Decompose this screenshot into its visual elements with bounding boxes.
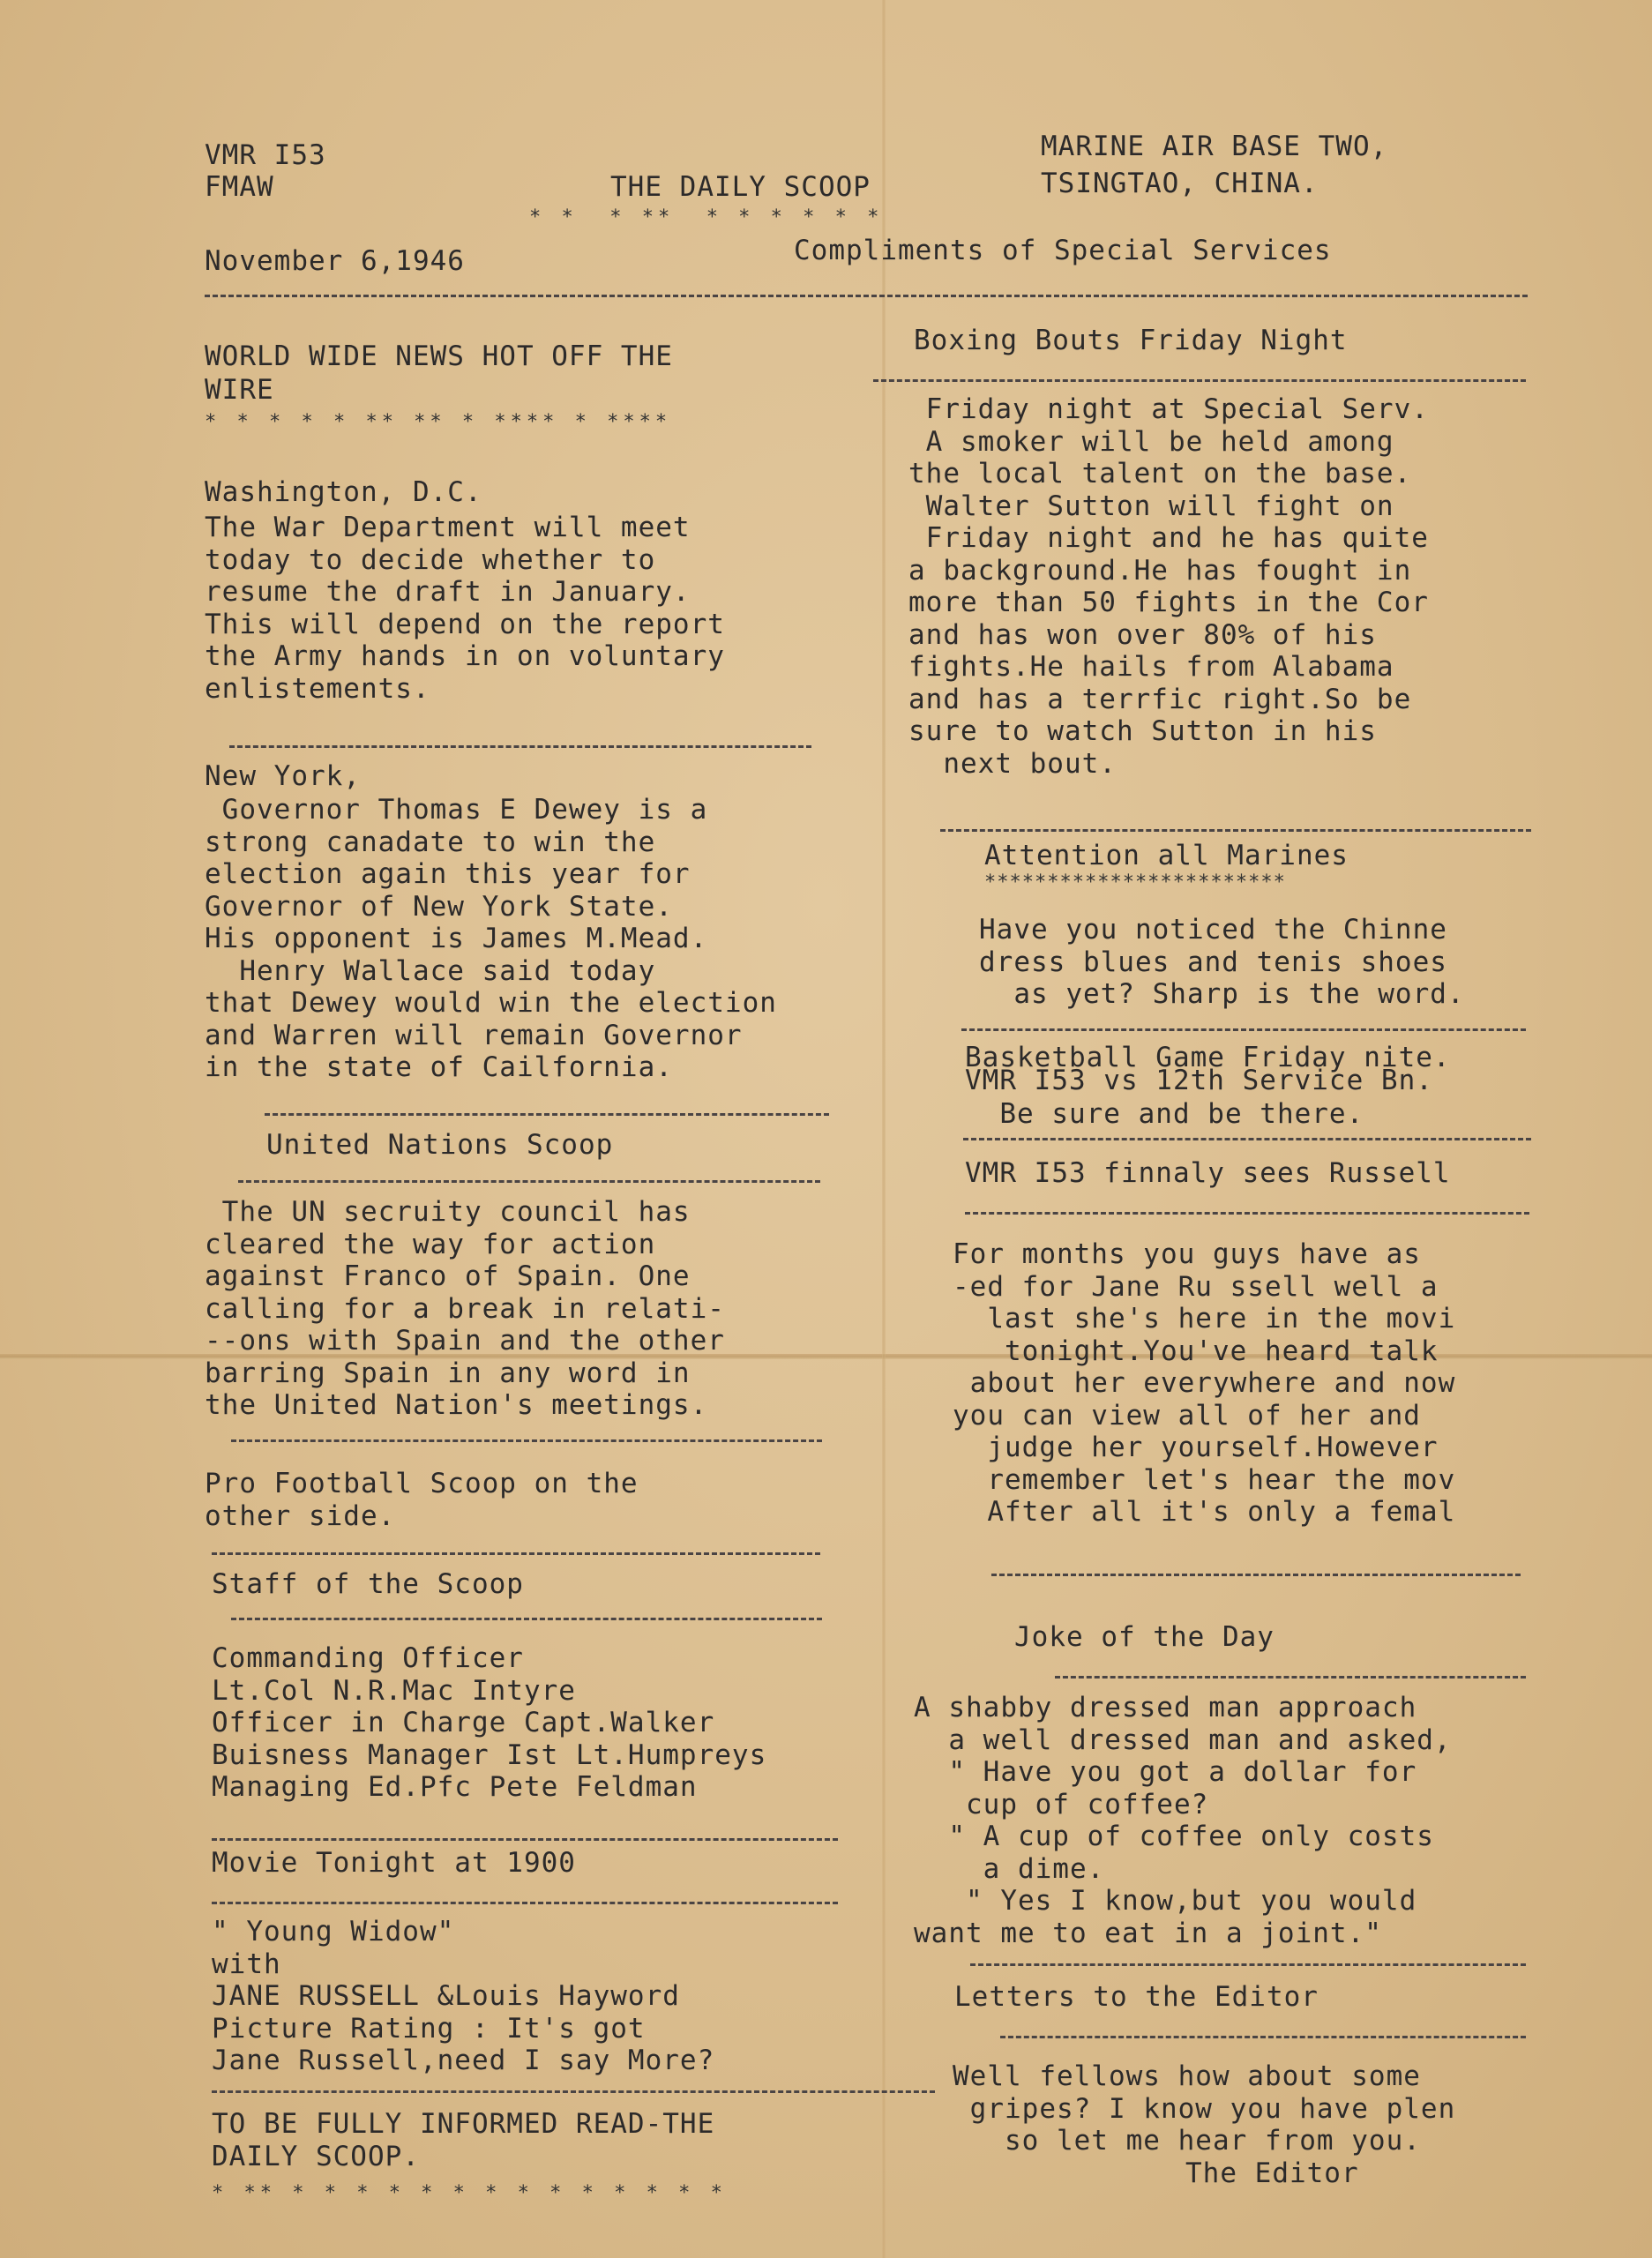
section-divider [1000,2036,1526,2038]
story-line: judge her yourself.However [953,1432,1439,1463]
story-line: strong canadate to win the [205,826,656,858]
story-line: Friday night and he has quite [908,522,1429,554]
story-line: next bout. [908,747,1117,780]
staff-line: Buisness Manager Ist Lt.Humpreys [212,1738,767,1771]
story-line: For months you guys have as [953,1238,1421,1270]
story-line: Pro Football Scoop on the [205,1468,639,1499]
story-line: His opponent is James M.Mead. [205,923,708,954]
unit-line1: VMR I53 [205,139,326,171]
story-line: want me to eat in a joint." [914,1917,1382,1949]
story-line: that Dewey would win the election [205,987,777,1019]
story-line: election again this year for [205,858,691,890]
story-line: last she's here in the movi [953,1303,1456,1335]
section-divider [212,1902,838,1904]
story-line: the local talent on the base. [908,458,1412,490]
masthead-divider [205,295,1528,297]
joke-story [914,1692,1452,1949]
russell-story [953,1238,1455,1529]
attention-stars: ************************ [984,871,1286,893]
newyork-dateline: New York, [205,760,361,792]
issue-date: November 6,1946 [205,245,465,277]
compliments-line: Compliments of Special Services [794,235,1332,266]
story-line: dress blues and tenis shoes [979,946,1447,978]
section-divider [212,1552,820,1555]
story-line: barring Spain in any word in [205,1357,691,1389]
world-news-heading-2: WIRE [205,374,274,406]
story-line: more than 50 fights in the Cor [908,587,1429,618]
story-line: and Warren will remain Governor [205,1019,743,1051]
staff-heading: Staff of the Scoop [212,1568,524,1600]
staff-line: Commanding Officer [212,1642,524,1674]
russell-heading: VMR I53 finnaly sees Russell [965,1157,1451,1189]
story-line: VMR I53 vs 12th Service Bn. [965,1065,1433,1096]
story-line: The UN secruity council has [205,1196,691,1228]
story-line: a dime. [914,1852,1105,1885]
story-line: as yet? Sharp is the word. [979,978,1465,1010]
story-line: fights.He hails from Alabama [908,651,1394,683]
section-divider [231,1618,822,1620]
section-divider [873,379,1526,382]
closing-line: TO BE FULLY INFORMED READ-THE [212,2108,715,2140]
story-line: gripes? I know you have plen [953,2092,1456,2125]
story-line: Have you noticed the Chinne [979,914,1447,946]
story-line: the United Nation's meetings. [205,1389,708,1421]
letters-heading: Letters to the Editor [954,1981,1319,2013]
un-story [205,1196,725,1422]
story-line: and has won over 80% of his [908,618,1377,651]
movie-details [212,1916,714,2077]
staff-list [212,1642,766,1804]
story-line: the Army hands in on voluntary [205,640,725,672]
closing-stars: * ** * * * * * * * * * * * * * * [212,2182,727,2204]
story-line: other side. [205,1499,396,1532]
boxing-heading: Boxing Bouts Friday Night [914,325,1348,356]
section-divider [212,2090,935,2093]
football-note [205,1468,639,1532]
story-line: Henry Wallace said today [205,954,656,987]
story-line: so let me hear from you. [953,2125,1421,2157]
section-divider [970,1963,1526,1966]
world-news-stars: * * * * * ** ** * **** * **** [205,411,672,433]
story-line: and has a terrfic right.So be [908,683,1412,715]
section-divider [963,1138,1531,1140]
movie-line: " Young Widow" [212,1916,455,1948]
closing-note [212,2108,714,2172]
movie-line: Picture Rating : It's got [212,2012,646,2045]
section-divider [231,1439,822,1442]
boxing-story [908,393,1429,780]
story-line: against Franco of Spain. One [205,1260,691,1292]
location-line1: MARINE AIR BASE TWO, [1041,131,1388,162]
movie-line: Jane Russell,need I say More? [212,2045,715,2076]
world-news-heading: WORLD WIDE NEWS HOT OFF THE [205,340,673,372]
letters-signature: The Editor [1185,2157,1359,2189]
story-line: The War Department will meet [205,512,691,543]
movie-heading: Movie Tonight at 1900 [212,1847,576,1879]
story-line: Well fellows how about some [953,2060,1421,2092]
story-line: cleared the way for action [205,1228,656,1260]
basketball-note [965,1042,1451,1130]
story-line: " Have you got a dollar for [914,1756,1417,1788]
story-line: A smoker will be held among [908,425,1394,458]
story-line: Walter Sutton will fight on [908,490,1394,522]
story-line: you can view all of her and [953,1399,1421,1432]
story-line: " A cup of coffee only costs [914,1821,1434,1852]
washington-story [205,512,725,705]
story-line: a well dressed man and asked, [914,1723,1452,1756]
staff-line: Managing Ed.Pfc Pete Feldman [212,1771,698,1803]
attention-heading: Attention all Marines [984,840,1349,871]
staff-line: Lt.Col N.R.Mac Intyre [212,1674,576,1707]
un-heading: United Nations Scoop [266,1129,614,1161]
location-line2: TSINGTAO, CHINA. [1041,168,1319,199]
story-line: --ons with Spain and the other [205,1325,725,1357]
story-line: sure to watch Sutton in his [908,715,1377,747]
movie-line: with [212,1948,281,1980]
story-line: about her everywhere and now [953,1367,1456,1399]
section-divider [1055,1676,1526,1679]
story-line: cup of coffee? [914,1788,1209,1821]
story-line: today to decide whether to [205,543,656,576]
story-line: calling for a break in relati- [205,1292,725,1325]
story-line: tonight.You've heard talk [953,1335,1439,1367]
section-divider [940,829,1531,832]
section-divider [961,1028,1526,1031]
joke-heading: Joke of the Day [1014,1621,1275,1653]
newspaper-title: THE DAILY SCOOP [610,171,871,203]
section-divider [991,1574,1521,1576]
newyork-story [205,794,777,1084]
story-line: " Yes I know,but you would [914,1885,1417,1917]
attention-story [979,914,1465,1011]
story-line: After all it's only a femal [953,1496,1456,1528]
story-line: Governor Thomas E Dewey is a [205,794,708,826]
section-divider [212,1838,838,1841]
washington-dateline: Washington, D.C. [205,476,482,508]
unit-line2: FMAW [205,171,274,203]
story-line: A shabby dressed man approach [914,1692,1417,1723]
story-line: Friday night at Special Serv. [908,393,1429,425]
letters-story [953,2060,1455,2157]
section-divider [229,745,811,748]
title-stars: * * * ** * * * * * * [529,206,884,228]
movie-line: JANE RUSSELL &Louis Hayword [212,1980,680,2012]
story-line: remember let's hear the mov [953,1463,1456,1496]
paper-fold-vertical [882,0,886,2258]
story-line: This will depend on the report [205,608,725,640]
story-line: Be sure and be there. [965,1098,1364,1130]
section-divider [238,1180,820,1183]
section-divider [265,1113,829,1116]
story-line: Basketball Game Friday nite. [965,1042,1451,1073]
story-line: resume the draft in January. [205,576,691,608]
story-line: in the state of Cailfornia. [205,1051,673,1083]
closing-line: DAILY SCOOP. [212,2140,420,2172]
story-line: enlistements. [205,672,430,705]
story-line: a background.He has fought in [908,554,1412,587]
story-line: -ed for Jane Ru ssell well a [953,1270,1439,1303]
story-line: Governor of New York State. [205,890,673,923]
staff-line: Officer in Charge Capt.Walker [212,1707,715,1738]
section-divider [965,1212,1529,1215]
